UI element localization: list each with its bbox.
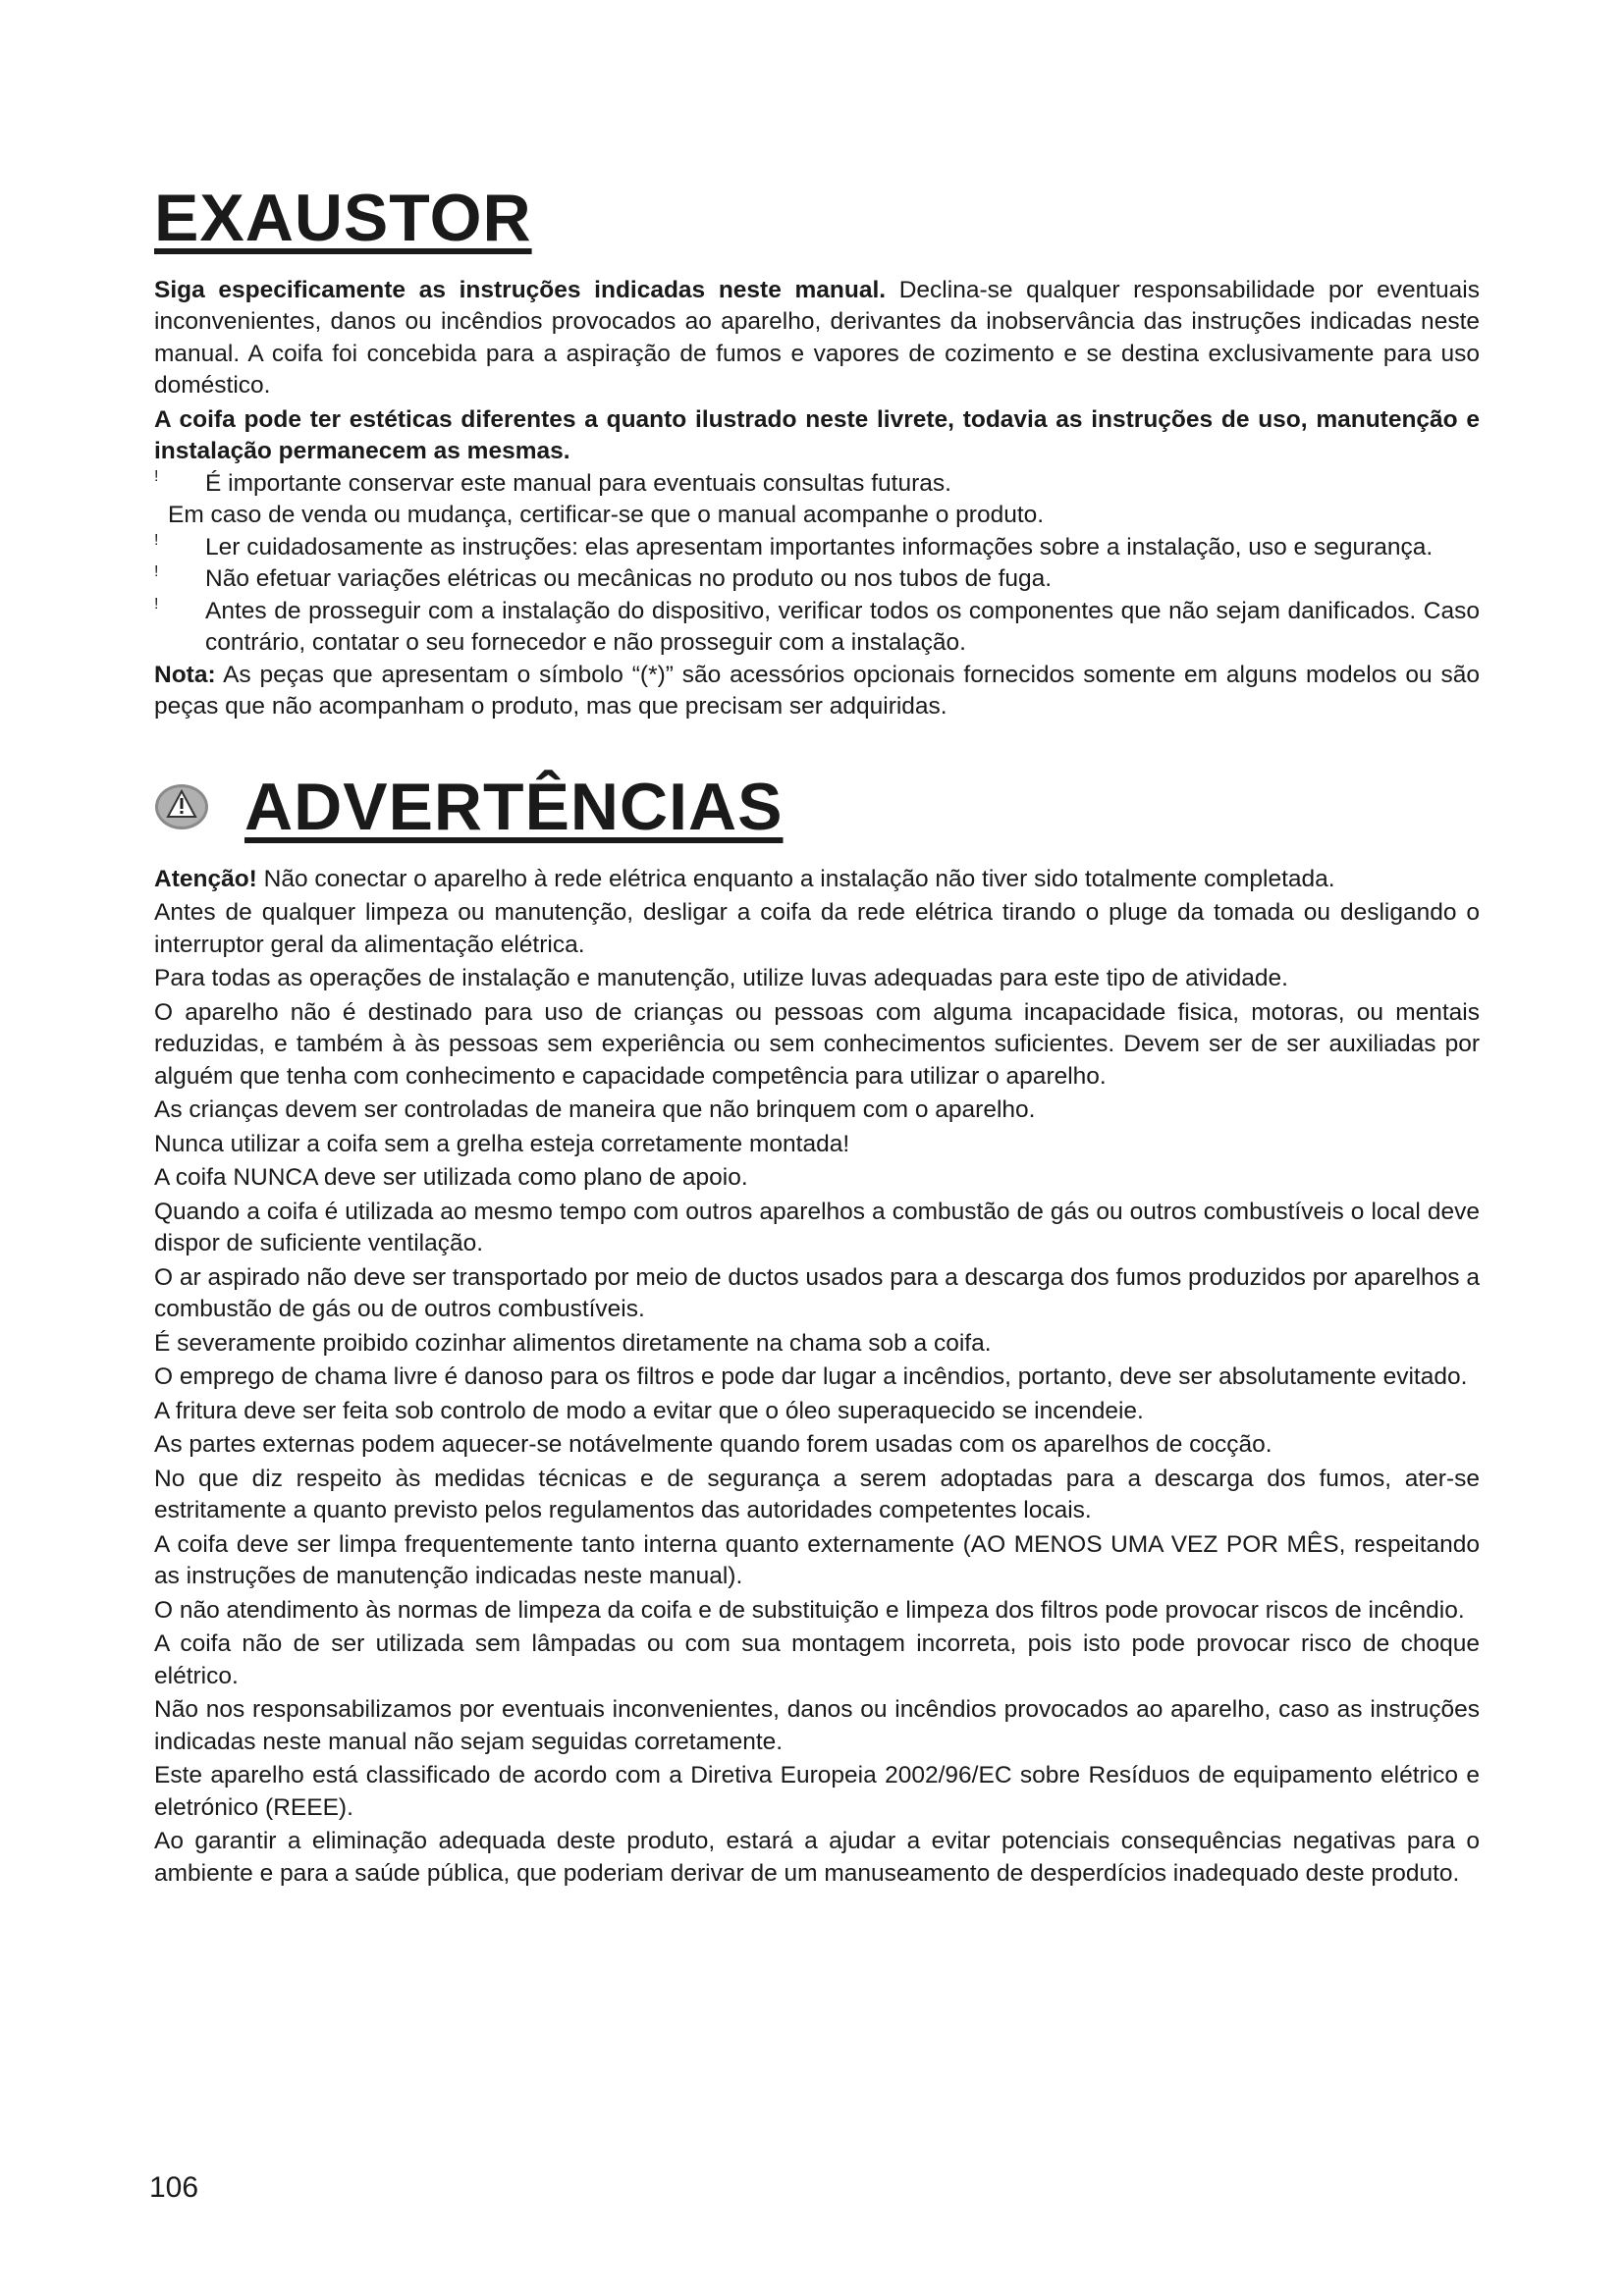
bullet-mark: ! (154, 563, 159, 581)
warnings-list (154, 897, 1480, 1890)
warning-paragraph: Não nos responsabilizamos por eventuais inconvenientes, danos ou incêndios provocados ao aparelho, caso as instruções indicadas neste manual não sejam seguidas corretamente. (154, 1696, 1480, 1755)
attention-label: Atenção! (154, 865, 257, 892)
page-number: 106 (149, 2171, 199, 2204)
note-paragraph (154, 660, 1480, 723)
warning-paragraph: Este aparelho está classificado de acordo com a Diretiva Europeia 2002/96/EC sobre Resíduos de equipamento elétrico e eletrónico (REEE). (154, 1762, 1480, 1821)
intro-bold-paragraph: A coifa pode ter estéticas diferentes a quanto ilustrado neste livrete, todavia as instruções de uso, manutenção e instalação permanecem as mesmas. (154, 405, 1480, 465)
warning-paragraph: A coifa não de ser utilizada sem lâmpadas ou com sua montagem incorreta, pois isto pode provocar risco de choque elétrico. (154, 1630, 1480, 1689)
warning-paragraph: O ar aspirado não deve ser transportado por meio de ductos usados para a descarga dos fumos produzidos por aparelhos a combustão de gás ou de outros combustíveis. (154, 1263, 1480, 1323)
plain-line: Em caso de venda ou mudança, certificar-se que o manual acompanhe o produto. (168, 502, 1045, 529)
warning-paragraph: A coifa deve ser limpa frequentemente tanto interna quanto externamente (AO MENOS UMA VEZ POR MÊS, respeitando as instruções de manutenção indicadas neste manual). (154, 1530, 1480, 1590)
bullet-item (154, 532, 1480, 564)
bullet-text: Não efetuar variações elétricas ou mecânicas no produto ou nos tubos de fuga. (205, 565, 1053, 593)
bullet-item (154, 596, 1480, 660)
bullet-item (154, 468, 1480, 501)
section-title-exaustor: EXAUSTOR (154, 181, 532, 255)
intro-lead-text: Declina-se qualquer responsabilidade por eventuais inconvenientes, danos ou incêndios provocados ao aparelho, derivantes da inobservância das instruções indicadas neste manual. A coifa foi concebida para a aspiração de fumos e vapores de cozimento e se destina exclusivamente para uso doméstico. (154, 276, 1480, 400)
intro-lead-bold: Siga especificamente as instruções indicadas neste manual. (154, 276, 887, 303)
warning-paragraph: É severamente proibido cozinhar alimentos diretamente na chama sob a coifa. (154, 1329, 992, 1357)
section-title-advertencias: ADVERTÊNCIAS (244, 769, 784, 844)
warning-paragraph: Ao garantir a eliminação adequada deste produto, estará a ajudar a evitar potenciais consequências negativas para o ambiente e para a saúde pública, que poderiam derivar de um manuseamento de desperdícios inadequado deste produto. (154, 1828, 1480, 1887)
bullet-mark: ! (154, 467, 159, 485)
note-label: Nota: (154, 661, 216, 688)
intro-paragraph (154, 275, 1480, 402)
bullet-mark: ! (154, 595, 159, 613)
page-content (154, 182, 1480, 1890)
bullet-item (154, 563, 1480, 596)
warning-paragraph: As partes externas podem aquecer-se notávelmente quando forem usadas com os aparelhos de cocção. (154, 1431, 1272, 1459)
warning-paragraph: A fritura deve ser feita sob controlo de modo a evitar que o óleo superaquecido se incendeie. (154, 1397, 1144, 1424)
bullet-mark: ! (154, 531, 159, 549)
warning-paragraph: As crianças devem ser controladas de maneira que não brinquem com o aparelho. (154, 1096, 1036, 1124)
bullet-text: Ler cuidadosamente as instruções: elas apresentam importantes informações sobre a instalação, uso e segurança. (205, 533, 1434, 561)
warning-paragraph: O não atendimento às normas de limpeza da coifa e de substituição e limpeza dos filtros pode provocar riscos de incêndio. (154, 1596, 1465, 1624)
warning-paragraph: Nunca utilizar a coifa sem a grelha esteja corretamente montada! (154, 1130, 850, 1157)
note-text: As peças que apresentam o símbolo “(*)” são acessórios opcionais fornecidos somente em alguns modelos ou são peças que não acompanham o produto, mas que precisam ser adquiridas. (154, 661, 1480, 721)
warning-paragraph: O aparelho não é destinado para uso de crianças ou pessoas com alguma incapacidade fisica, motoras, ou mentais reduzidas, e também à às pessoas sem experiência ou sem conhecimentos suficientes. Devem ser de ser auxiliadas por alguém que tenha com conhecimento e capacidade competência para utilizar o aparelho. (154, 998, 1480, 1090)
warning-paragraph: No que diz respeito às medidas técnicas e de segurança a serem adoptadas para a descarga dos fumos, ater-se estritamente a quanto previsto pelos regulamentos das autoridades competentes locais. (154, 1465, 1480, 1524)
warning-paragraph: A coifa NUNCA deve ser utilizada como plano de apoio. (154, 1164, 748, 1192)
section-title-advertencias-row (154, 771, 1480, 844)
warning-paragraph: Antes de qualquer limpeza ou manutenção, desligar a coifa da rede elétrica tirando o pluge da tomada ou desligando o interruptor geral da alimentação elétrica. (154, 899, 1480, 958)
bullet-text: Antes de prosseguir com a instalação do dispositivo, verificar todos os componentes que não sejam danificados. Caso contrário, contatar o seu fornecedor e não prosseguir com a instalação. (205, 597, 1480, 657)
warning-triangle-icon (154, 779, 209, 834)
warning-paragraph: Quando a coifa é utilizada ao mesmo tempo com outros aparelhos a combustão de gás ou outros combustíveis o local deve dispor de suficiente ventilação. (154, 1198, 1480, 1257)
attention-paragraph (154, 864, 1480, 896)
bullet-text: É importante conservar este manual para eventuais consultas futuras. (205, 469, 951, 497)
warning-paragraph: O emprego de chama livre é danoso para os filtros e pode dar lugar a incêndios, portanto, deve ser absolutamente evitado. (154, 1363, 1468, 1391)
warning-paragraph: Para todas as operações de instalação e manutenção, utilize luvas adequadas para este tipo de atividade. (154, 965, 1288, 992)
attention-text: Não conectar o aparelho à rede elétrica enquanto a instalação não tiver sido totalmente completada. (256, 865, 1335, 892)
